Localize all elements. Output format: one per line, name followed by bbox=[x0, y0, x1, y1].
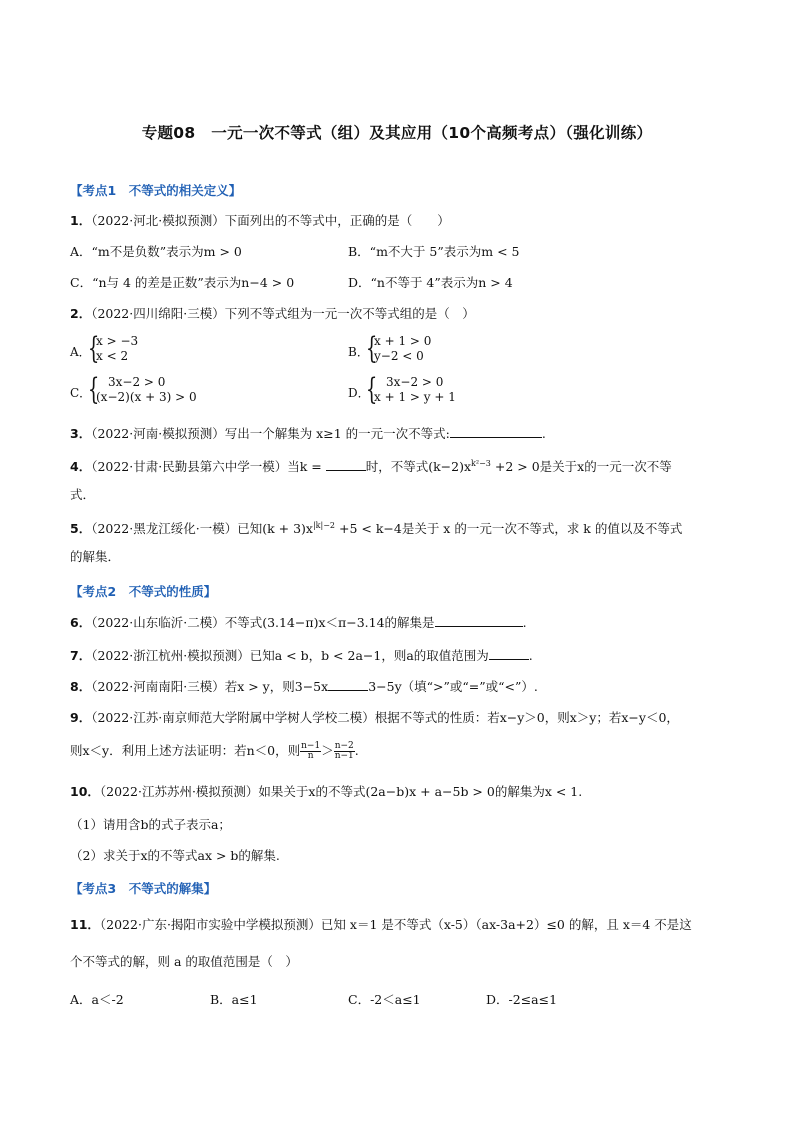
q11-option-a: A．a＜-2 bbox=[70, 992, 124, 1007]
question-3 bbox=[70, 424, 546, 443]
option-label: B． bbox=[348, 345, 369, 359]
question-10 bbox=[70, 783, 582, 801]
q2-option-a bbox=[70, 331, 270, 366]
q1-option-d: D．“n不等于 4”表示为n > 4 bbox=[348, 275, 513, 290]
question-11-continued: 个不等式的解，则 a 的取值范围是（ ） bbox=[70, 954, 298, 969]
system-row: 3x−2 > 0 bbox=[96, 375, 166, 389]
answer-blank[interactable] bbox=[435, 613, 523, 627]
punctuation: . bbox=[541, 426, 546, 441]
question-text: 时，不等式(k−2)x bbox=[365, 459, 472, 475]
question-number: 4． bbox=[70, 459, 92, 475]
question-text: （2022·河南·模拟预测）写出一个解集为 x≥1 的一元一次不等式: bbox=[91, 426, 450, 441]
question-text: （2022·江苏·南京师范大学附属中学树人学校二模）根据不等式的性质：若x−y＞0，则x＞y；若x−y＜0， bbox=[91, 710, 679, 725]
question-text: +5 < k−4是关于 x 的一元一次不等式，求 k 的值以及不等式 bbox=[335, 521, 683, 537]
question-4 bbox=[70, 455, 672, 476]
system-row: x + 1 > 0 bbox=[374, 334, 432, 348]
question-number: 9． bbox=[70, 710, 92, 725]
page-title: 专题08 一元一次不等式（组）及其应用（10个高频考点）（强化训练） bbox=[141, 124, 653, 142]
q2-option-b bbox=[348, 331, 548, 366]
q11-option-c: C．-2＜a≤1 bbox=[348, 992, 421, 1007]
question-1 bbox=[70, 212, 450, 230]
question-text: （2022·广东·揭阳市实验中学模拟预测）已知 x＝1 是不等式（x-5）（ax-3a+2）≤0 的解，且 x＝4 不是这 bbox=[99, 917, 692, 932]
question-text: （2022·江苏苏州·模拟预测）如果关于x的不等式(2a−b)x + a−5b > 0的解集为x < 1. bbox=[99, 784, 583, 799]
brace-icon: { bbox=[365, 331, 378, 366]
question-text: （2022·四川绵阳·三模）下列不等式组为一元一次不等式组的是（ ） bbox=[91, 306, 475, 321]
question-10-part-1: （1）请用含b的式子表示a； bbox=[70, 817, 231, 832]
denominator: n−1 bbox=[334, 751, 354, 761]
denominator: n bbox=[307, 751, 314, 761]
question-number: 5． bbox=[70, 521, 92, 537]
question-number: 2． bbox=[70, 306, 92, 321]
question-number: 1． bbox=[70, 213, 92, 228]
q11-option-b: B．a≤1 bbox=[210, 992, 258, 1007]
question-text: 3−5y（填“>”或“=”或“<”）. bbox=[368, 679, 538, 694]
question-9-continued bbox=[70, 742, 359, 761]
question-5-continued: 的解集． bbox=[70, 549, 121, 564]
q2-option-c bbox=[70, 372, 290, 407]
answer-blank[interactable] bbox=[489, 646, 529, 660]
numerator: n−2 bbox=[334, 741, 354, 751]
question-10-part-2: （2）求关于x的不等式ax > b的解集. bbox=[70, 848, 280, 863]
question-text: （2022·河南南阳·三模）若x > y，则3−5x bbox=[91, 679, 329, 694]
question-text: （2022·浙江杭州·模拟预测）已知a < b，b < 2a−1，则a的取值范围为 bbox=[91, 648, 489, 663]
exponent: |k|−2 bbox=[312, 521, 335, 530]
question-number: 11． bbox=[70, 917, 100, 932]
question-7 bbox=[70, 646, 533, 665]
question-8 bbox=[70, 677, 538, 696]
question-11 bbox=[70, 916, 692, 934]
q1-option-a: A．“m不是负数”表示为m > 0 bbox=[70, 244, 242, 259]
question-5 bbox=[70, 517, 682, 538]
question-text: （2022·山东临沂·二模）不等式(3.14−π)x＜π−3.14的解集是 bbox=[91, 615, 435, 630]
numerator: n−1 bbox=[301, 741, 321, 751]
q11-option-d: D．-2≤a≤1 bbox=[486, 992, 558, 1007]
question-number: 10． bbox=[70, 784, 100, 799]
punctuation: . bbox=[354, 743, 359, 758]
system-row: x < 2 bbox=[96, 349, 129, 363]
question-9 bbox=[70, 709, 679, 727]
option-label: C． bbox=[70, 386, 92, 400]
brace-icon: { bbox=[365, 372, 378, 407]
question-2 bbox=[70, 305, 475, 323]
system-row: x + 1 > y + 1 bbox=[374, 390, 456, 404]
answer-blank[interactable] bbox=[450, 424, 542, 438]
q1-option-c: C．“n与 4 的差是正数”表示为n−4 > 0 bbox=[70, 275, 295, 290]
system-row: (x−2)(x + 3) > 0 bbox=[96, 390, 197, 404]
fraction bbox=[300, 742, 321, 761]
brace-icon: { bbox=[87, 331, 100, 366]
system-row: y−2 < 0 bbox=[374, 349, 424, 363]
question-6 bbox=[70, 613, 527, 632]
section-heading-2: 【考点2 不等式的性质】 bbox=[70, 584, 217, 599]
brace-icon: { bbox=[87, 372, 100, 407]
question-number: 7． bbox=[70, 648, 92, 663]
exponent: k²−3 bbox=[471, 459, 491, 468]
question-text: 则x＜y．利用上述方法证明：若n＜0，则 bbox=[70, 743, 301, 758]
system-row: x > −3 bbox=[96, 334, 139, 348]
question-number: 8． bbox=[70, 679, 92, 694]
fraction bbox=[334, 742, 355, 761]
question-number: 3． bbox=[70, 426, 92, 441]
punctuation: . bbox=[528, 648, 533, 663]
question-text: （2022·甘肃·民勤县第六中学一模）当k = bbox=[91, 459, 326, 475]
question-text: （2022·河北·模拟预测）下面列出的不等式中，正确的是（ ） bbox=[91, 213, 450, 228]
answer-blank[interactable] bbox=[326, 457, 366, 471]
comparison-sign: ＞ bbox=[321, 743, 334, 758]
section-heading-3: 【考点3 不等式的解集】 bbox=[70, 881, 217, 896]
question-text: +2 > 0是关于x的一元一次不等 bbox=[490, 459, 672, 475]
punctuation: . bbox=[522, 615, 527, 630]
option-label: D． bbox=[348, 386, 370, 400]
answer-blank[interactable] bbox=[328, 677, 368, 691]
question-4-continued: 式． bbox=[70, 487, 96, 502]
question-text: （2022·黑龙江绥化·一模）已知(k + 3)x bbox=[91, 521, 313, 537]
section-heading-1: 【考点1 不等式的相关定义】 bbox=[70, 183, 242, 198]
question-number: 6． bbox=[70, 615, 92, 630]
q2-option-d bbox=[348, 372, 568, 407]
system-row: 3x−2 > 0 bbox=[374, 375, 444, 389]
option-label: A． bbox=[70, 345, 91, 359]
q1-option-b: B．“m不大于 5”表示为m < 5 bbox=[348, 244, 520, 259]
